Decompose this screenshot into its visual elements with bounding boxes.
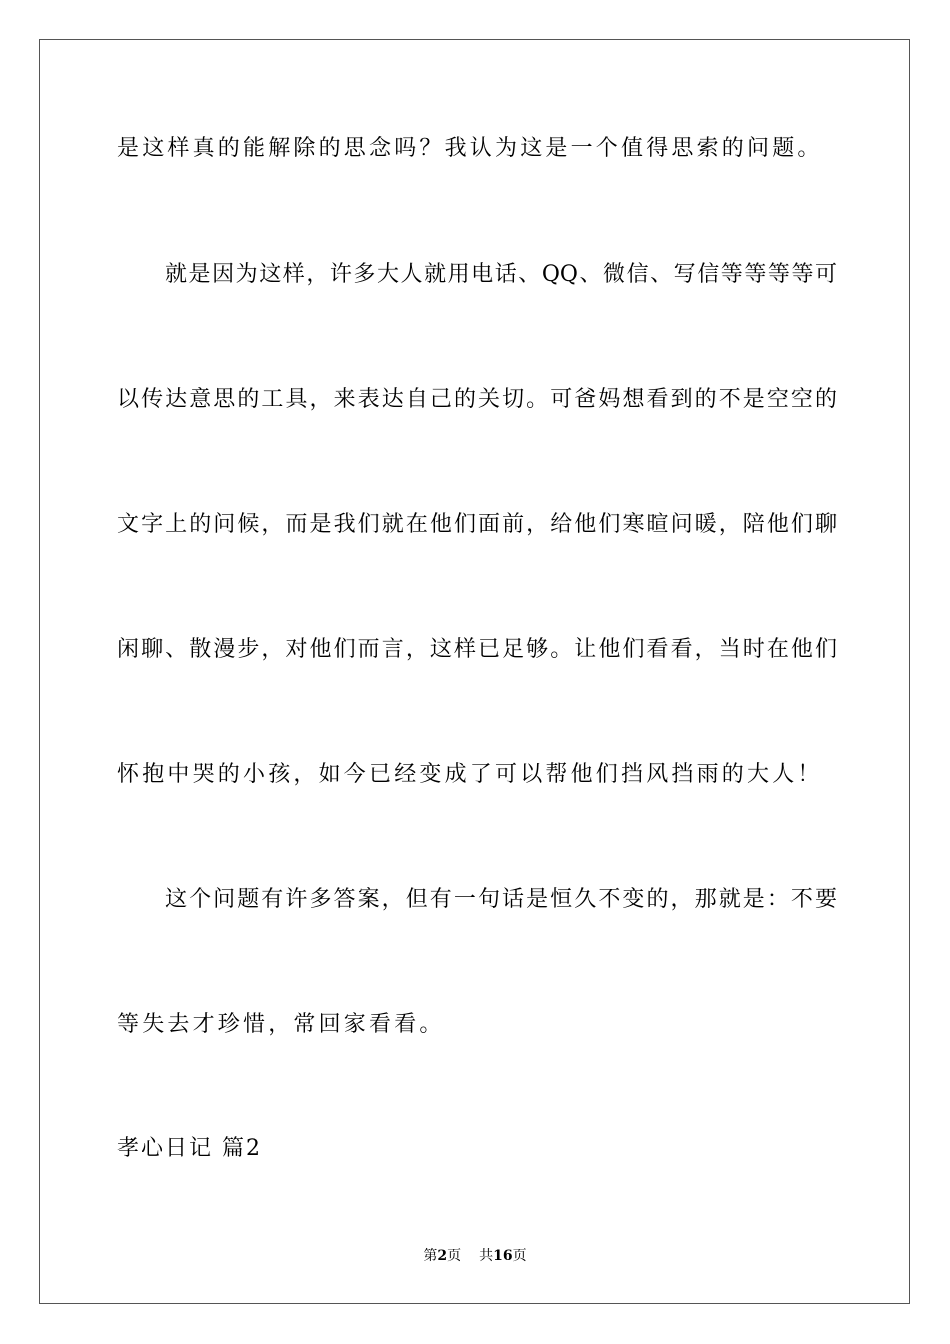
body-line-1: 是这样真的能解除的思念吗？我认为这是一个值得思索的问题。 [117, 136, 823, 161]
footer-page-number: 2 [437, 1248, 448, 1264]
body-line-4: 文字上的问候，而是我们就在他们面前，给他们寒暄问暖，陪他们聊 [117, 512, 837, 537]
footer-page-suffix: 页 [447, 1248, 462, 1264]
body-line-8: 等失去才珍惜，常回家看看。 [117, 1012, 445, 1037]
body-line-2: 就是因为这样，许多大人就用电话、QQ、微信、写信等等等等可 [165, 262, 837, 287]
body-line-6: 怀抱中哭的小孩，如今已经变成了可以帮他们挡风挡雨的大人！ [117, 762, 823, 787]
body-line-7: 这个问题有许多答案，但有一句话是恒久不变的，那就是：不要 [165, 887, 837, 912]
section-heading: 孝心日记 篇2 [117, 1136, 262, 1161]
footer-page-prefix: 第 [423, 1248, 438, 1264]
footer-total-pages: 16 [493, 1248, 513, 1264]
body-line-3: 以传达意思的工具，来表达自己的关切。可爸妈想看到的不是空空的 [117, 387, 837, 412]
body-line-5: 闲聊、散漫步，对他们而言，这样已足够。让他们看看，当时在他们 [117, 637, 837, 662]
footer-total-suffix: 页 [512, 1248, 527, 1264]
page-footer [0, 1247, 950, 1265]
page-border [39, 39, 910, 1304]
footer-total-prefix: 共 [479, 1248, 494, 1264]
